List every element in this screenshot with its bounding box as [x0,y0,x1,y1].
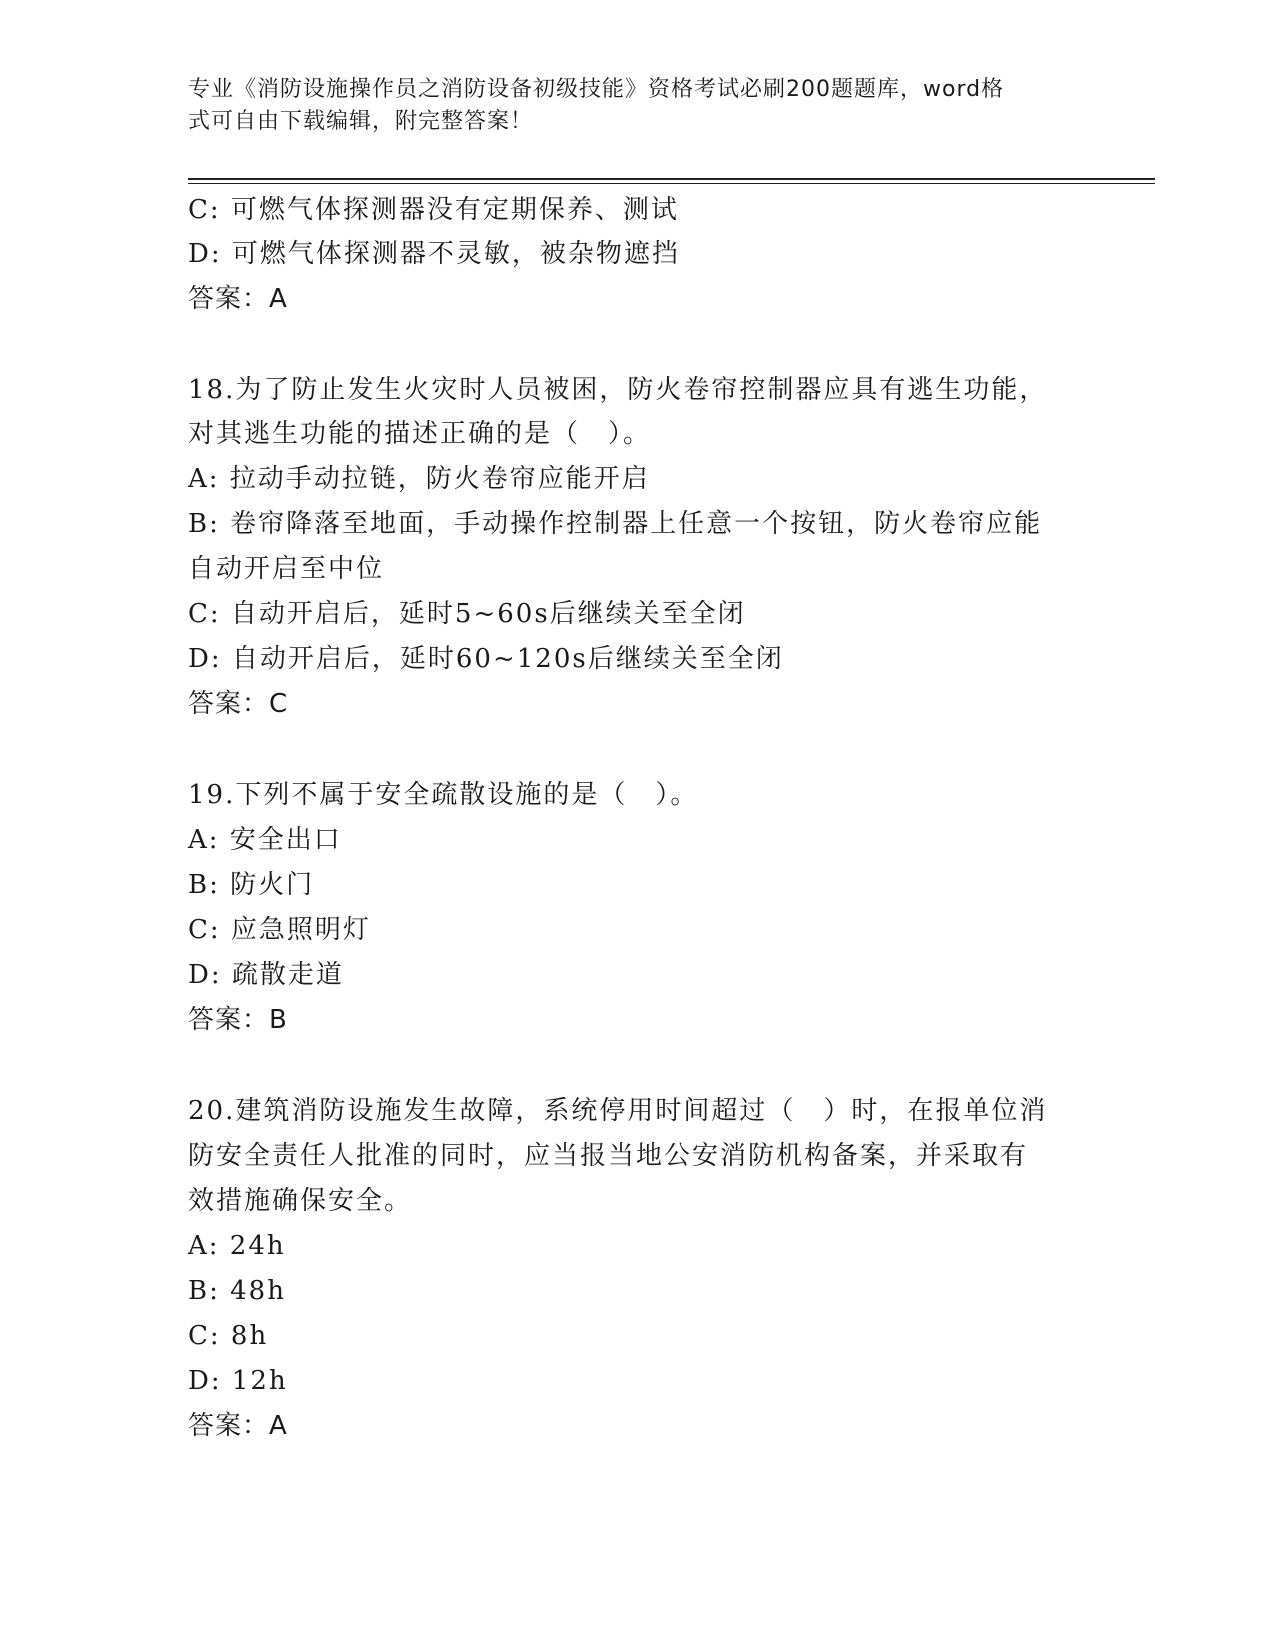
q18-option-b-line-1: B: 卷帘降落至地面，手动操作控制器上任意一个按钮，防火卷帘应能 [188,509,1043,539]
q17-option-d: D: 可燃气体探测器不灵敏，被杂物遮挡 [188,239,680,269]
q18-option-d: D: 自动开启后，延时60~120s后继续关至全闭 [188,644,784,674]
q19-option-b: B: 防火门 [188,870,315,900]
q19-option-d: D: 疏散走道 [188,960,344,990]
q20-option-c: C: 8h [188,1321,269,1351]
q18-stem-line-2: 对其逃生功能的描述正确的是（ ）。 [188,419,652,449]
q18-option-c: C: 自动开启后，延时5~60s后继续关至全闭 [188,599,746,629]
q20-stem-line-2: 防安全责任人批准的同时，应当报当地公安消防机构备案，并采取有 [188,1141,1029,1171]
q18-answer: 答案：C [188,689,289,719]
header-divider-thin [188,183,1155,184]
header-divider-thick [188,178,1155,180]
q20-answer: 答案：A [188,1411,288,1441]
q20-option-a: A: 24h [188,1231,286,1261]
q19-option-c: C: 应急照明灯 [188,915,371,945]
q19-option-a: A: 安全出口 [188,825,342,855]
q20-option-b: B: 48h [188,1276,286,1306]
q20-option-d: D: 12h [188,1366,288,1396]
document-header [188,74,1068,138]
q18-option-a: A: 拉动手动拉链，防火卷帘应能开启 [188,464,650,494]
q18-option-b-line-2: 自动开启至中位 [188,554,385,584]
q17-option-c: C: 可燃气体探测器没有定期保养、测试 [188,195,679,225]
q20-stem-line-1: 20.建筑消防设施发生故障，系统停用时间超过（ ）时，在报单位消 [188,1096,1048,1126]
q18-stem-line-1: 18.为了防止发生火灾时人员被困，防火卷帘控制器应具有逃生功能， [188,375,1048,405]
q19-answer: 答案：B [188,1005,288,1035]
header-line-1: 专业《消防设施操作员之消防设备初级技能》资格考试必刷200题题库，word格 [188,77,1005,102]
q20-stem-line-3: 效措施确保安全。 [188,1186,413,1216]
header-line-2: 式可自由下载编辑，附完整答案！ [188,109,534,134]
q19-stem: 19.下列不属于安全疏散设施的是（ ）。 [188,780,699,810]
q17-answer: 答案：A [188,284,288,314]
